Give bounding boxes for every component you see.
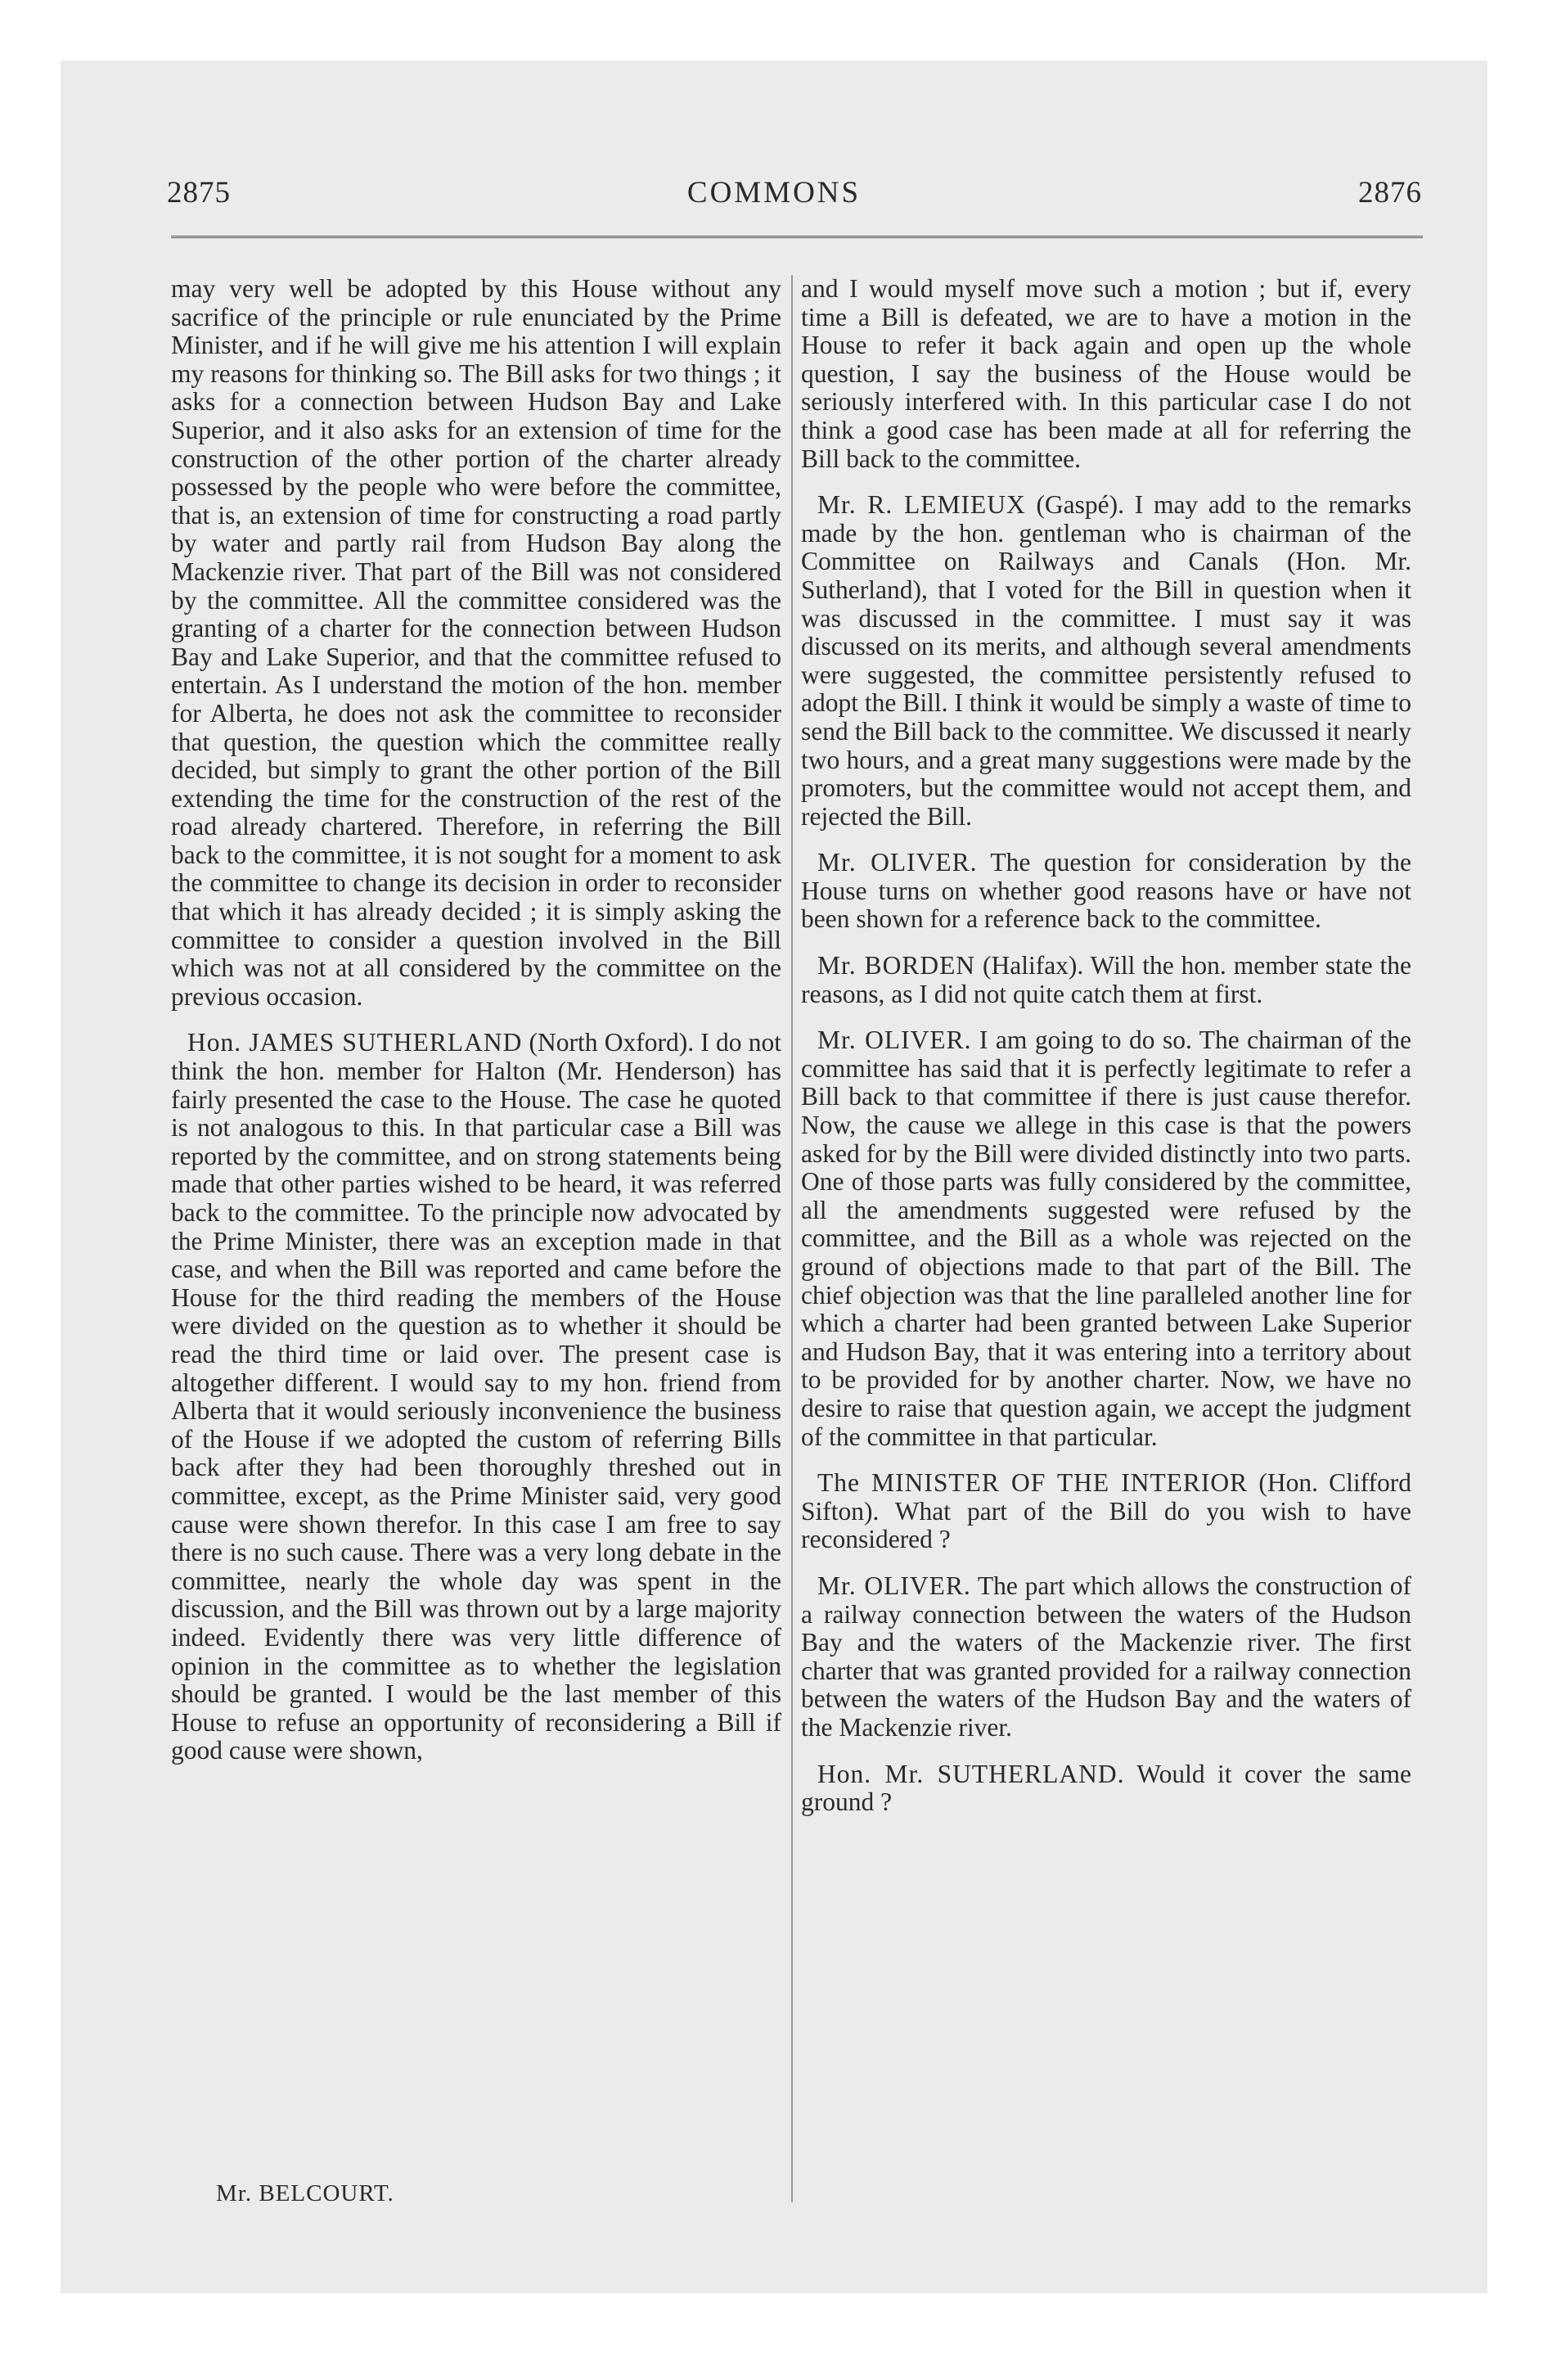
paragraph-text: (Hon. Clifford Sifton). What part of the Bill do you wish to have reconsidered ? (801, 1468, 1411, 1554)
paragraph (171, 1029, 781, 1765)
paragraph (801, 275, 1411, 473)
right-column (801, 275, 1411, 1835)
speaker-name: Hon. Mr. SUTHERLAND. (817, 1759, 1125, 1788)
left-column (171, 275, 781, 1783)
paragraph-text: may very well be adopted by this House without any sacrifice of the principle or rule enunciated by the Prime Minister, and if he will give me his attention I will explain my reasons for thinking so. The Bill asks for two things ; it asks for a connection between Hudson Bay and Lake Superior, and it also asks for an extension of time for the construction of the other portion of the charter already possessed by the people who were before the committee, that is, an extension of time for constructing a road partly by water and partly rail from Hudson Bay along the Mackenzie river. That part of the Bill was not considered by the committee. All the committee considered was the granting of a charter for the connection between Hudson Bay and Lake Superior, and that the committee refused to entertain. As I understand the motion of the hon. member for Alberta, he does not ask the committee to reconsider that question, the question which the committee really decided, but simply to grant the other portion of the Bill extending the time for the construction of the rest of the road already chartered. Therefore, in referring the Bill back to the committee, it is not sought for a moment to ask the committee to change its decision in order to reconsider that which it has already decided ; it is simply asking the committee to consider a question involved in the Bill which was not at all considered by the committee on the previous occasion. (171, 274, 781, 1011)
paragraph (801, 952, 1411, 1008)
paragraph-text: Would it cover the same ground ? (801, 1759, 1411, 1817)
paragraph-text: (Gaspé). I may add to the remarks made by the hon. gentleman who is chairman of the Committee on Railways and Canals (Hon. Mr. Sutherland), that I voted for the Bill in question when it was discussed in the committee. I must say it was discussed on its merits, and although several amendments were suggested, the committee persistently refused to adopt the Bill. I think it would be simply a waste of time to send the Bill back to the committee. We discussed it nearly two hours, and a great many suggestions were made by the promoters, but the committee would not accept them, and rejected the Bill. (801, 490, 1412, 831)
speaker-name: Mr. R. LEMIEUX (817, 490, 1026, 520)
page-number-right: 2876 (1358, 176, 1422, 210)
paragraph-text: The part which allows the construction of a railway connection between the waters of the Hudson Bay and the waters of the Mackenzie river. The first charter that was granted provided for a railway connection between the waters of the Hudson Bay and the waters of the Mackenzie river. (801, 1571, 1411, 1742)
speaker-name: Mr. OLIVER. (817, 1571, 971, 1600)
header-rule (171, 236, 1423, 238)
page-title: COMMONS (686, 176, 862, 210)
speaker-name: Mr. OLIVER. (817, 1025, 972, 1055)
page-number-left: 2875 (167, 176, 231, 210)
speaker-name: Hon. JAMES SUTHERLAND (187, 1028, 523, 1057)
paragraph (801, 1760, 1411, 1817)
paragraph-text: (Halifax). Will the hon. member state the reasons, as I did not quite catch them at first. (801, 951, 1411, 1008)
page-header (61, 175, 1487, 224)
paragraph-text: and I would myself move such a motion ; but if, every time a Bill is defeated, we are to have a motion in the House to refer it back again and open up the whole question, I say the business of the House would be seriously interfered with. In this particular case I do not think a good case has been made at all for referring the Bill back to the committee. (801, 274, 1411, 473)
paragraph (801, 1572, 1411, 1742)
column-divider (791, 275, 793, 2202)
speaker-name: Mr. OLIVER. (817, 848, 978, 877)
paragraph (801, 1469, 1411, 1554)
page (61, 61, 1487, 2293)
footer-name: Mr. BELCOURT. (216, 2180, 394, 2206)
paragraph (801, 491, 1411, 831)
paragraph (801, 849, 1411, 934)
speaker-name: The MINISTER OF THE INTERIOR (817, 1468, 1249, 1498)
paragraph-text: (North Oxford). I do not think the hon. member for Halton (Mr. Henderson) has fairly presented the case to the House. The case he quoted is not analogous to this. In that particular case a Bill was reported by the committee, and on strong statements being made that other parties wished to be heard, it was referred back to the committee. To the principle now advocated by the Prime Minister, there was an exception made in that case, and when the Bill was reported and came before the House for the third reading the members of the House were divided on the question as to whether it should be read the third time or laid over. The present case is altogether different. I would say to my hon. friend from Alberta that it would seriously inconvenience the business of the House if we adopted the custom of referring Bills back after they had been thoroughly threshed out in committee, except, as the Prime Minister said, very good cause were shown therefor. In this case I am free to say there is no such cause. There was a very long debate in the committee, nearly the whole day was spent in the discussion, and the Bill was thrown out by a large majority indeed. Evidently there was very little difference of opinion in the committee as to whether the legislation should be granted. I would be the last member of this House to refuse an opportunity of reconsidering a Bill if good cause were shown, (171, 1028, 781, 1765)
speaker-name: Mr. BORDEN (817, 951, 976, 980)
paragraph-text: The question for consideration by the House turns on whether good reasons have or have not been shown for a reference back to the committee. (801, 848, 1411, 934)
paragraph-text: I am going to do so. The chairman of the committee has said that it is perfectly legitimate to refer a Bill back to that committee if there is just cause therefor. Now, the cause we allege in this case is that the powers asked for by the Bill were divided distinctly into two parts. One of those parts was fully considered by the committee, all the amendments suggested were refused by the committee, and the Bill as a whole was rejected on the ground of objections made to that part of the Bill. The chief objection was that the line paralleled another line for which a charter had been granted between Lake Superior and Hudson Bay, that it was entering into a territory about to be provided for by another charter. Now, we have no desire to raise that question again, we accept the judgment of the committee in that particular. (801, 1025, 1411, 1451)
paragraph (801, 1026, 1411, 1451)
paragraph (171, 275, 781, 1011)
